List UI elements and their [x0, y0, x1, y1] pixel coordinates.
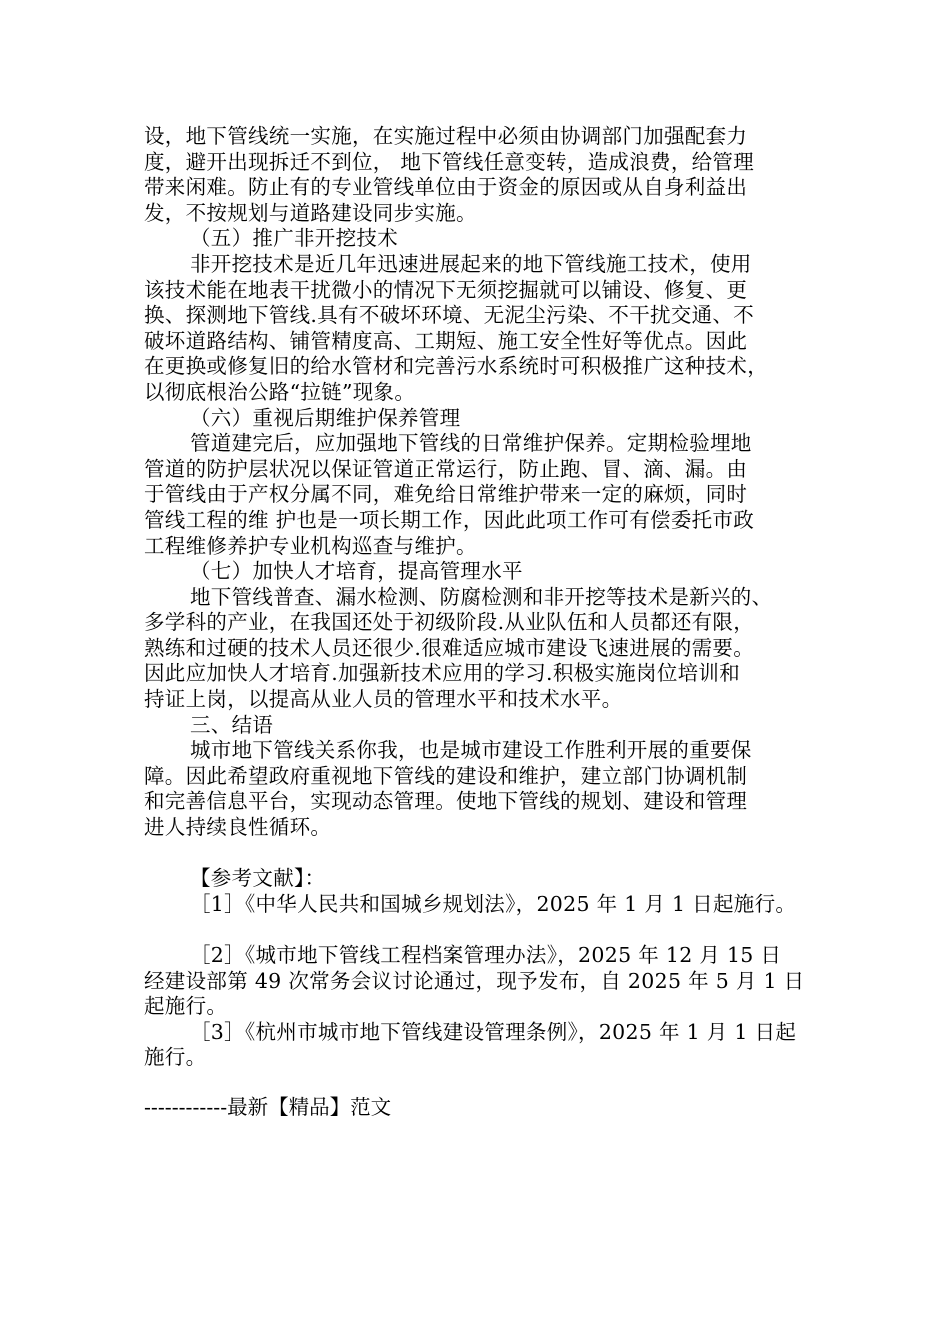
body-line: 非开挖技术是近几年迅速进展起来的地下管线施工技术，使用: [190, 251, 752, 276]
reference-item-2-cont: 经建设部第 49 次常务会议讨论通过，现予发布，自 2025 年 5 月 1 日: [144, 968, 805, 993]
footer-tagline: ------------最新【精品】范文: [144, 1095, 392, 1119]
section-heading-5: （五）推广非开挖技术: [190, 226, 398, 251]
reference-item-2-cont: 起施行。: [144, 994, 228, 1019]
reference-item-3-cont: 施行。: [144, 1045, 207, 1070]
body-line: 工程维修养护专业机构巡查与维护。: [144, 533, 477, 558]
reference-item-1: ［1］《中华人民共和国城乡规划法》，2025 年 1 月 1 日起施行。: [190, 891, 797, 916]
body-line: 进人持续良性循环。: [144, 815, 332, 840]
body-line: 管道建完后，应加强地下管线的日常维护保养。定期检验埋地: [190, 431, 752, 456]
body-line: 管线工程的维 护也是一项长期工作，因此此项工作可有偿委托市政: [144, 507, 755, 532]
spacer: [144, 841, 806, 867]
document-body: [144, 124, 806, 1071]
body-line: 以彻底根治公路“拉链”现象。: [144, 379, 416, 404]
body-line: 管道的防护层状况以保证管道正常运行，防止跑、冒、滴、漏。由: [144, 456, 748, 481]
body-line: 带来闲难。防止有的专业管线单位由于资金的原因或从自身利益出: [144, 175, 748, 200]
body-line: 城市地下管线关系你我，也是城市建设工作胜利开展的重要保: [190, 738, 752, 763]
body-line: 地下管线普查、漏水检测、防腐检测和非开挖等技术是新兴的、: [190, 584, 773, 609]
body-line: 多学科的产业，在我国还处于初级阶段.从业队伍和人员都还有限，: [144, 610, 755, 635]
body-line: 发，不按规划与道路建设同步实施。: [144, 200, 477, 225]
section-heading-6: （六）重视后期维护保养管理: [190, 405, 461, 430]
body-line: 度，避开出现拆迁不到位， 地下管线任意变转，造成浪费，给管理: [144, 149, 755, 174]
body-line: 在更换或修复旧的给水管材和完善污水系统时可积极推广这种技术，: [144, 354, 768, 379]
body-line: 换、探测地下管线.具有不破坏环境、无泥尘污染、不干扰交通、不: [144, 303, 755, 328]
spacer: [144, 917, 806, 943]
body-line: 于管线由于产权分属不同，难免给日常维护带来一定的麻烦，同时: [144, 482, 748, 507]
body-line: 因此应加快人才培育.加强新技术应用的学习.积极实施岗位培训和: [144, 661, 741, 686]
section-heading-7: （七）加快人才培育，提高管理水平: [190, 559, 523, 584]
reference-item-2: ［2］《城市地下管线工程档案管理办法》，2025 年 12 月 15 日: [190, 943, 782, 967]
references-heading: 【参考文献】：: [190, 866, 326, 891]
body-line: 熟练和过硬的技术人员还很少.很难适应城市建设飞速进展的需要。: [144, 635, 755, 660]
reference-item-3: ［3］《杭州市城市地下管线建设管理条例》，2025 年 1 月 1 日起: [190, 1019, 797, 1044]
body-line: 持证上岗，以提高从业人员的管理水平和技术水平。: [144, 687, 623, 712]
body-line: 设，地下管线统一实施，在实施过程中必须由协调部门加强配套力: [144, 124, 748, 148]
body-line: 破坏道路结构、铺管精度高、工期短、施工安全性好等优点。因此: [144, 328, 748, 353]
body-line: 障。因此希望政府重视地下管线的建设和维护，建立部门协调机制: [144, 763, 748, 788]
section-heading-conclusion: 三、结语: [190, 712, 274, 737]
body-line: 和完善信息平台，实现动态管理。使地下管线的规划、建设和管理: [144, 789, 748, 814]
body-line: 该技术能在地表干扰微小的情况下无须挖掘就可以铺设、修复、更: [144, 277, 748, 302]
